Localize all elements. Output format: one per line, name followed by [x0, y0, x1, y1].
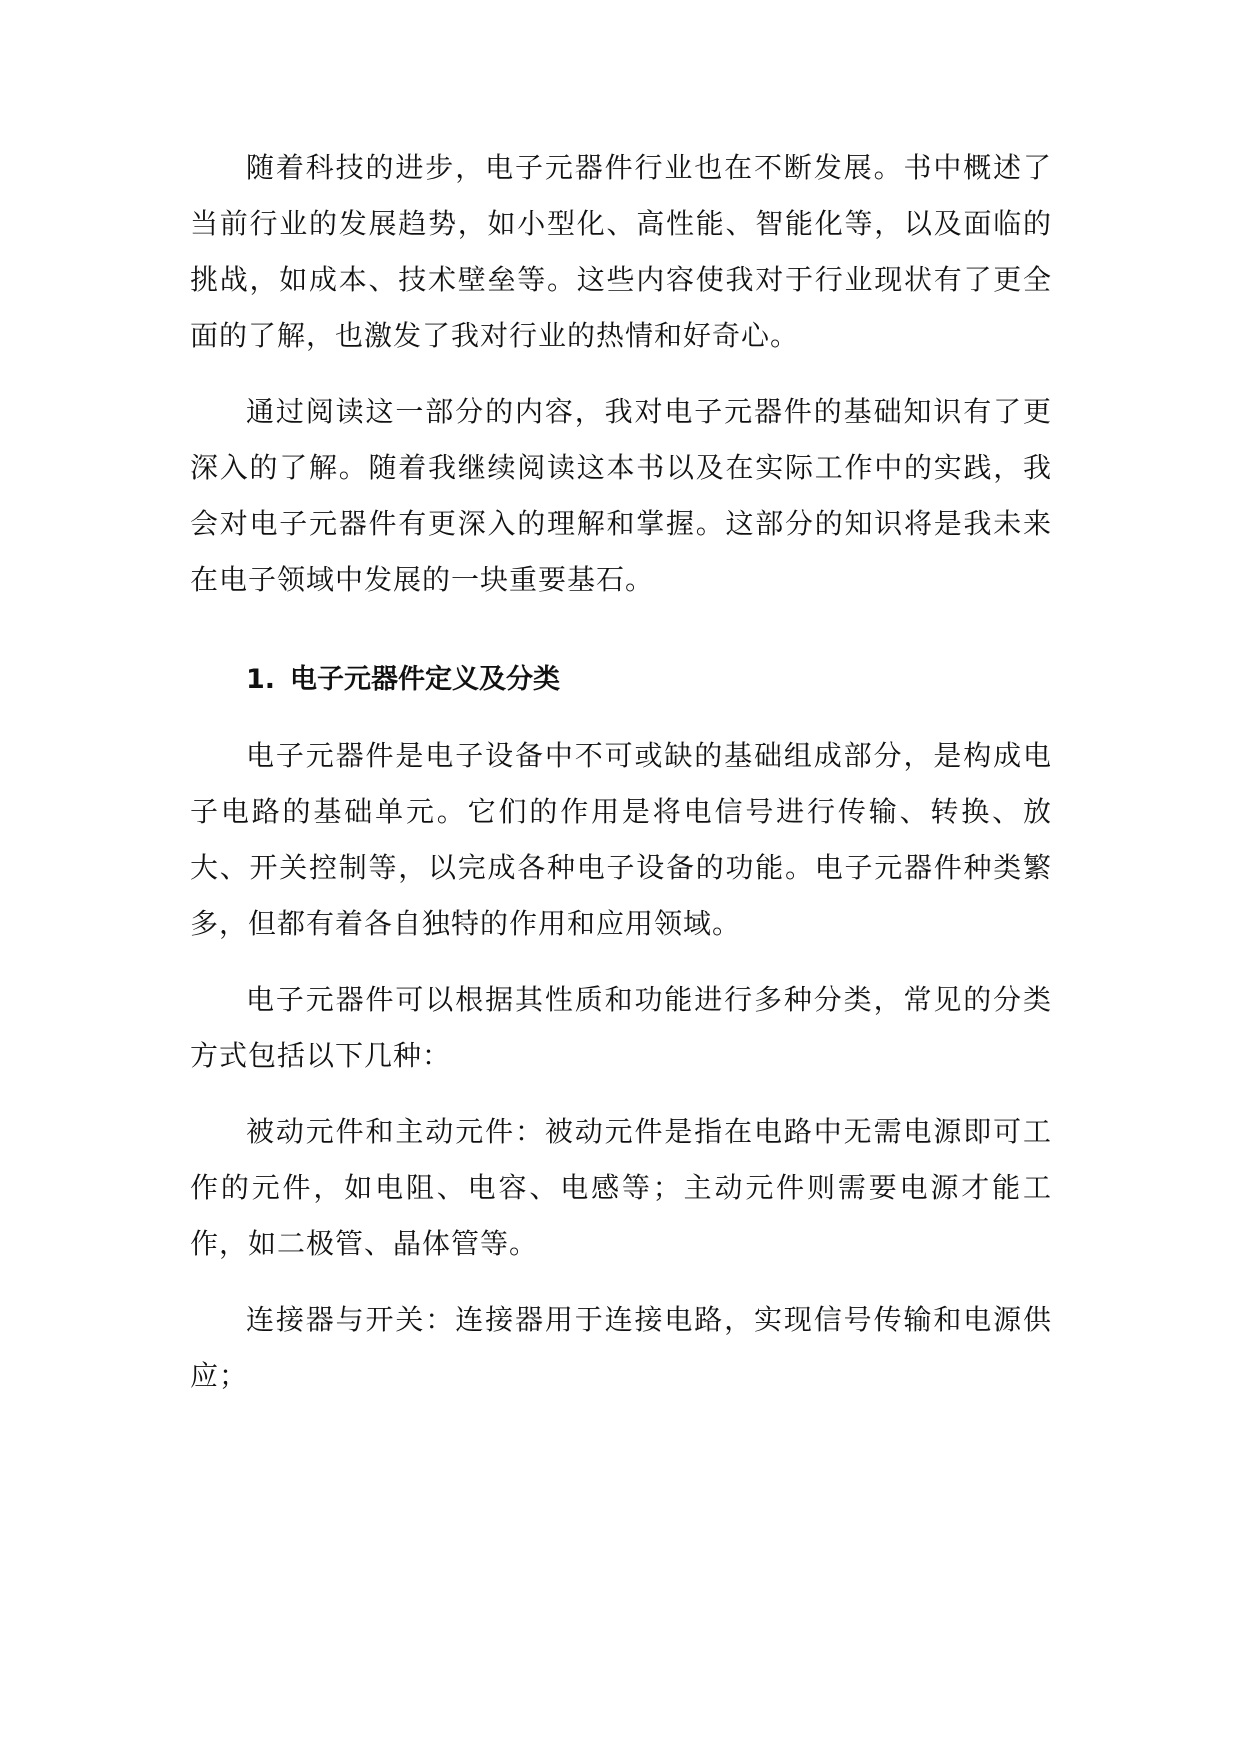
document-body	[190, 140, 1052, 1424]
paragraph-classification-intro: 电子元器件可以根据其性质和功能进行多种分类，常见的分类方式包括以下几种：	[190, 983, 1052, 1072]
section-number: 1.	[246, 664, 276, 695]
paragraph-connectors-switches: 连接器与开关：连接器用于连接电路，实现信号传输和电源供应；	[190, 1303, 1052, 1392]
section-heading	[190, 628, 1052, 728]
paragraph-passive-active: 被动元件和主动元件：被动元件是指在电路中无需电源即可工作的元件，如电阻、电容、电感等；主动元件则需要电源才能工作，如二极管、晶体管等。	[190, 1115, 1052, 1260]
paragraph-definition: 电子元器件是电子设备中不可或缺的基础组成部分，是构成电子电路的基础单元。它们的作用是将电信号进行传输、转换、放大、开关控制等，以完成各种电子设备的功能。电子元器件种类繁多，但都有着各自独特的作用和应用领域。	[190, 739, 1052, 940]
paragraph-reading-summary: 通过阅读这一部分的内容，我对电子元器件的基础知识有了更深入的了解。随着我继续阅读这本书以及在实际工作中的实践，我会对电子元器件有更深入的理解和掌握。这部分的知识将是我未来在电子领域中发展的一块重要基石。	[190, 395, 1052, 596]
section-title: 电子元器件定义及分类	[290, 664, 560, 695]
paragraph-industry-trends: 随着科技的进步，电子元器件行业也在不断发展。书中概述了当前行业的发展趋势，如小型化、高性能、智能化等，以及面临的挑战，如成本、技术壁垒等。这些内容使我对于行业现状有了更全面的了解，也激发了我对行业的热情和好奇心。	[190, 151, 1052, 352]
